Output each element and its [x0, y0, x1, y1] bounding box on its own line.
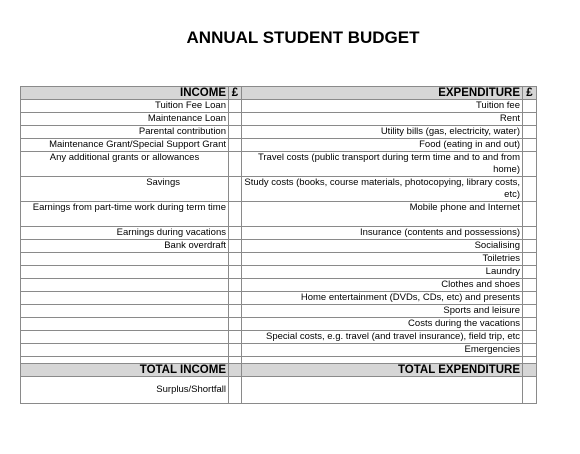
- expenditure-label: Mobile phone and Internet: [242, 202, 523, 227]
- expenditure-label: Socialising: [242, 240, 523, 253]
- income-amount-cell[interactable]: [229, 331, 242, 344]
- expenditure-amount-cell[interactable]: [523, 240, 537, 253]
- spacer-cell: [21, 357, 229, 364]
- expenditure-amount-cell[interactable]: [523, 305, 537, 318]
- expenditure-label: Toiletries: [242, 253, 523, 266]
- surplus-row: [21, 377, 537, 404]
- income-label: [21, 305, 229, 318]
- table-row: [21, 202, 537, 227]
- table-row: [21, 152, 537, 177]
- spacer-cell: [242, 357, 523, 364]
- total-income-label: TOTAL INCOME: [21, 364, 229, 377]
- total-income-amount-cell[interactable]: [229, 364, 242, 377]
- income-amount-cell[interactable]: [229, 266, 242, 279]
- expenditure-amount-cell[interactable]: [523, 266, 537, 279]
- surplus-blank-cell: [523, 377, 537, 404]
- table-row: [21, 305, 537, 318]
- income-label: Earnings from part-time work during term time: [21, 202, 229, 227]
- expenditure-label: Utility bills (gas, electricity, water): [242, 126, 523, 139]
- income-label: [21, 318, 229, 331]
- expenditure-label: Emergencies: [242, 344, 523, 357]
- income-amount-cell[interactable]: [229, 126, 242, 139]
- expenditure-label: Study costs (books, course materials, photocopying, library costs, etc): [242, 177, 523, 202]
- expenditure-amount-cell[interactable]: [523, 253, 537, 266]
- income-amount-cell[interactable]: [229, 292, 242, 305]
- expenditure-amount-cell[interactable]: [523, 177, 537, 202]
- income-amount-cell[interactable]: [229, 279, 242, 292]
- header-row: [21, 87, 537, 100]
- table-row: [21, 177, 537, 202]
- income-amount-cell[interactable]: [229, 152, 242, 177]
- expenditure-label: Sports and leisure: [242, 305, 523, 318]
- income-amount-cell[interactable]: [229, 305, 242, 318]
- expenditure-label: Home entertainment (DVDs, CDs, etc) and presents: [242, 292, 523, 305]
- income-amount-cell[interactable]: [229, 318, 242, 331]
- expenditure-amount-cell[interactable]: [523, 227, 537, 240]
- income-label: [21, 292, 229, 305]
- expenditure-label: Special costs, e.g. travel (and travel insurance), field trip, etc: [242, 331, 523, 344]
- surplus-blank-cell: [242, 377, 523, 404]
- expenditure-label: Laundry: [242, 266, 523, 279]
- table-row: [21, 344, 537, 357]
- income-currency-header: £: [229, 87, 242, 100]
- income-amount-cell[interactable]: [229, 202, 242, 227]
- expenditure-currency-header: £: [523, 87, 537, 100]
- spacer-cell: [229, 357, 242, 364]
- expenditure-header: EXPENDITURE: [242, 87, 523, 100]
- income-label: Parental contribution: [21, 126, 229, 139]
- total-expenditure-amount-cell[interactable]: [523, 364, 537, 377]
- income-amount-cell[interactable]: [229, 227, 242, 240]
- income-amount-cell[interactable]: [229, 177, 242, 202]
- income-label: Savings: [21, 177, 229, 202]
- table-row: [21, 318, 537, 331]
- expenditure-label: Rent: [242, 113, 523, 126]
- income-label: Tuition Fee Loan: [21, 100, 229, 113]
- income-amount-cell[interactable]: [229, 139, 242, 152]
- expenditure-label: Food (eating in and out): [242, 139, 523, 152]
- income-label: [21, 331, 229, 344]
- table-row: [21, 253, 537, 266]
- surplus-amount-cell[interactable]: [229, 377, 242, 404]
- income-label: Earnings during vacations: [21, 227, 229, 240]
- page-title: ANNUAL STUDENT BUDGET: [186, 28, 420, 47]
- expenditure-amount-cell[interactable]: [523, 279, 537, 292]
- income-label: [21, 344, 229, 357]
- table-row: [21, 240, 537, 253]
- table-row: [21, 279, 537, 292]
- expenditure-amount-cell[interactable]: [523, 139, 537, 152]
- expenditure-amount-cell[interactable]: [523, 100, 537, 113]
- spacer-row: [21, 357, 537, 364]
- income-amount-cell[interactable]: [229, 344, 242, 357]
- table-row: [21, 126, 537, 139]
- surplus-label: Surplus/Shortfall: [21, 377, 229, 404]
- income-label: [21, 253, 229, 266]
- table-row: [21, 227, 537, 240]
- income-label: Any additional grants or allowances: [21, 152, 229, 177]
- budget-table: [20, 86, 537, 404]
- income-amount-cell[interactable]: [229, 113, 242, 126]
- table-row: [21, 331, 537, 344]
- expenditure-label: Travel costs (public transport during term time and to and from home): [242, 152, 523, 177]
- expenditure-amount-cell[interactable]: [523, 152, 537, 177]
- expenditure-label: Tuition fee: [242, 100, 523, 113]
- table-row: [21, 266, 537, 279]
- income-label: Bank overdraft: [21, 240, 229, 253]
- table-row: [21, 113, 537, 126]
- expenditure-amount-cell[interactable]: [523, 292, 537, 305]
- income-label: Maintenance Loan: [21, 113, 229, 126]
- income-header: INCOME: [21, 87, 229, 100]
- income-amount-cell[interactable]: [229, 253, 242, 266]
- income-label: [21, 266, 229, 279]
- table-row: [21, 139, 537, 152]
- expenditure-amount-cell[interactable]: [523, 113, 537, 126]
- expenditure-label: Costs during the vacations: [242, 318, 523, 331]
- expenditure-amount-cell[interactable]: [523, 331, 537, 344]
- expenditure-label: Insurance (contents and possessions): [242, 227, 523, 240]
- expenditure-amount-cell[interactable]: [523, 344, 537, 357]
- totals-row: [21, 364, 537, 377]
- income-label: Maintenance Grant/Special Support Grant: [21, 139, 229, 152]
- expenditure-amount-cell[interactable]: [523, 126, 537, 139]
- income-label: [21, 279, 229, 292]
- expenditure-label: Clothes and shoes: [242, 279, 523, 292]
- income-amount-cell[interactable]: [229, 240, 242, 253]
- income-amount-cell[interactable]: [229, 100, 242, 113]
- table-row: [21, 292, 537, 305]
- total-expenditure-label: TOTAL EXPENDITURE: [242, 364, 523, 377]
- spacer-cell: [523, 357, 537, 364]
- expenditure-amount-cell[interactable]: [523, 202, 537, 227]
- table-row: [21, 100, 537, 113]
- expenditure-amount-cell[interactable]: [523, 318, 537, 331]
